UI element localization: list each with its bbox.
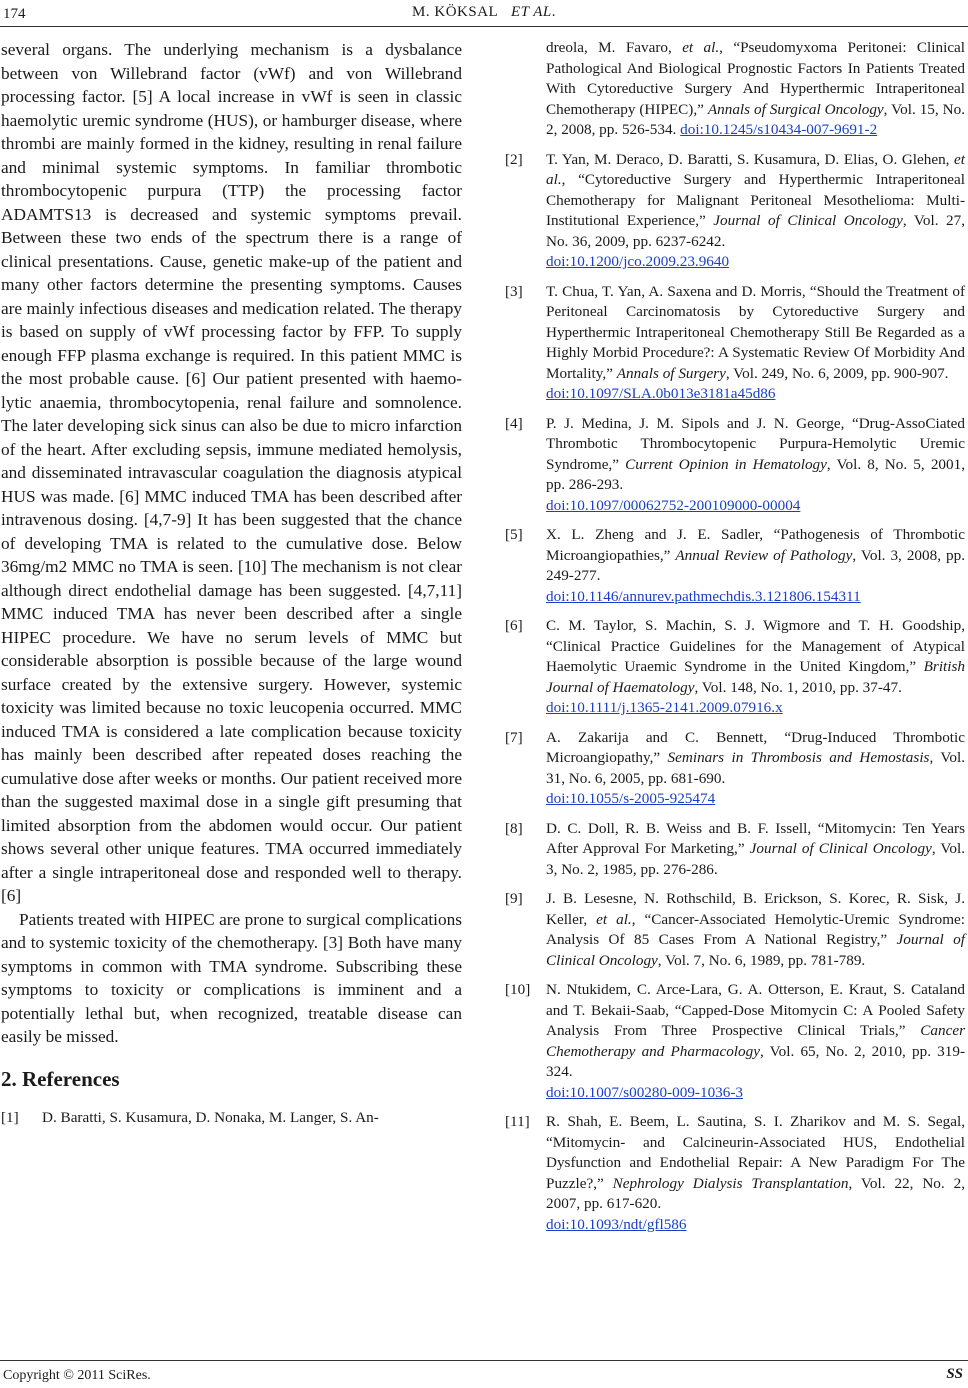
reference-details: , Vol. 65, No. 2, 2010, pp. 319-324. — [546, 1042, 966, 1080]
reference-authors: P. J. Medina, J. M. Sipols and J. N. George, “Drug-AssoCiated Thrombotic Thrombocytopenic Purpura-Hemolytic Uremic Syndrome,” — [546, 414, 965, 473]
journal-name: British Journal of Haematology — [546, 658, 965, 696]
reference-text — [546, 616, 965, 719]
reference-authors: J. B. Lesesne, N. Rothschild, B. Erickson, S. Korec, R. Sisk, J. Keller, — [546, 890, 965, 928]
reference-item — [505, 1112, 965, 1235]
reference-authors: T. Yan, M. Deraco, D. Baratti, S. Kusamura, D. Elias, O. Glehen, — [546, 150, 955, 168]
reference-text — [546, 889, 965, 971]
header-rule — [0, 26, 968, 27]
journal-name: Journal of Clinical Oncology — [713, 212, 903, 229]
journal-name: Journal of Clinical Oncology — [546, 931, 965, 969]
reference-text — [546, 819, 965, 881]
reference-details: , Vol. 27, No. 36, 2009, pp. 6237-6242. — [546, 212, 965, 250]
doi-link[interactable]: doi:10.1055/s-2005-925474 — [546, 790, 716, 807]
journal-name: Current Opinion in Hematology — [625, 455, 827, 473]
reference-details: , Vol. 8, No. 5, 2001, pp. 286-293. — [546, 455, 965, 493]
journal-name: Journal of Clinical Oncology — [749, 840, 932, 857]
reference-authors: X. L. Zheng and J. E. Sadler, “Pathogenesis of Thrombotic Microangiopathies,” — [546, 526, 965, 564]
section-title: 2. References — [1, 1066, 120, 1091]
reference-number: [7] — [505, 728, 523, 746]
reference-number: [1] — [1, 1108, 19, 1126]
left-column — [1, 38, 462, 1137]
reference-text — [546, 414, 965, 517]
doi-link[interactable]: doi:10.1093/ndt/gfl586 — [546, 1215, 687, 1233]
reference-item — [505, 980, 965, 1103]
footer-rule — [0, 1360, 968, 1361]
doi-link[interactable]: doi:10.1146/annurev.pathmechdis.3.121806.154311 — [546, 587, 861, 605]
copyright-notice: Copyright © 2011 SciRes. — [3, 1368, 151, 1383]
reference-details: , Vol. 3, 2008, pp. 249-277. — [546, 546, 965, 584]
reference-item — [505, 150, 965, 273]
journal-name: Annals of Surgical Oncology — [707, 100, 884, 118]
reference-text — [546, 525, 965, 607]
reference-title: , “Cytoreductive Surgery and Hyperthermic Intraperitoneal Chemotherapy for Malignant Peritoneal Mesothelioma: Multi-Institutional Experience,” — [546, 171, 965, 229]
reference-details: , Vol. 7, No. 6, 1989, pp. 781-789. — [657, 951, 866, 969]
reference-details: , Vol. 22, No. 2, 2007, pp. 617-620. — [546, 1174, 965, 1212]
journal-name: Cancer Chemotherapy and Pharmacology — [546, 1022, 965, 1060]
reference-text — [546, 1112, 965, 1235]
reference-text: D. Baratti, S. Kusamura, D. Nonaka, M. Langer, S. An- — [42, 1108, 379, 1126]
reference-details: , Vol. 249, No. 6, 2009, pp. 900-907. — [725, 364, 949, 382]
journal-name: Seminars in Thrombosis and Hemostasis — [667, 749, 930, 766]
reference-number: [5] — [505, 526, 523, 543]
reference-number: [4] — [505, 414, 523, 432]
running-head-authors: M. KÖKSAL — [412, 4, 499, 20]
reference-item — [505, 414, 965, 517]
reference-authors: A. Zakarija and C. Bennett, “Drug-Induced Thrombotic Microangiopathy,” — [546, 728, 965, 766]
reference-details: , Vol. 148, No. 1, 2010, pp. 37-47. — [694, 678, 902, 696]
doi-link[interactable]: doi:10.1245/s10434-007-9691-2 — [680, 121, 878, 138]
reference-item — [505, 525, 965, 607]
reference-text — [546, 980, 965, 1103]
reference-etal: et al. — [546, 150, 965, 188]
reference-text — [546, 150, 965, 273]
reference-text — [546, 282, 965, 405]
reference-number: [11] — [505, 1113, 530, 1130]
journal-name: Annual Review of Pathology — [675, 546, 853, 564]
body-paragraph-2: Patients treated with HIPEC are prone to surgical complications and to systemic toxicity of the chemotherapy. [3] Both have many symptoms in common with TMA syndrome. Subscribing these symptoms to toxicity or complications is imminent and a potentially lethal but, when recognized, treatable disease can easily be missed. — [1, 909, 462, 1046]
reference-item — [1, 1108, 462, 1129]
doi-link[interactable]: doi:10.1007/s00280-009-1036-3 — [546, 1083, 744, 1101]
page-footer — [0, 1360, 968, 1388]
journal-name: Nephrology Dialysis Transplantation — [612, 1174, 849, 1192]
right-column — [505, 38, 965, 1244]
reference-item — [505, 282, 965, 405]
reference-etal: et al. — [596, 910, 632, 928]
doi-link[interactable]: doi:10.1111/j.1365-2141.2009.07916.x — [546, 699, 783, 716]
reference-item — [505, 616, 965, 719]
reference-number: [9] — [505, 890, 523, 907]
reference-authors: R. Shah, E. Beem, L. Sautina, S. I. Zharikov and M. S. Segal, “Mitomycin- and Calcineurin-Associated HUS, Endothelial Dysfunction and Endothelial Repair: A New Paradigm For The Puzzle?,” — [546, 1113, 965, 1192]
reference-number: [10] — [505, 981, 531, 998]
running-head-etal: ET AL — [510, 4, 552, 20]
doi-link[interactable]: doi:10.1097/SLA.0b013e3181a45d86 — [546, 385, 776, 402]
reference-text — [546, 728, 965, 810]
journal-name: Annals of Surgery — [616, 364, 726, 382]
doi-link[interactable]: doi:10.1200/jco.2009.23.9640 — [546, 253, 730, 270]
reference-item — [505, 728, 965, 810]
reference-item-continued: dreola, M. Favaro, et al., “Pseudomyxoma Peritonei: Clinical Pathological And Biological Prognostic Factors In Patients Treated With Cytoreductive Surgery And Hyperthermic Intraperitoneal Chemotherapy (HIPEC),” Annals of Surgical Oncology, Vol. 15, No. 2, 2008, pp. 526-534. doi:10.1245/s10434-007-9691-2 — [546, 39, 966, 138]
reference-item — [505, 819, 965, 881]
reference-number: [8] — [505, 819, 523, 837]
reference-number: [3] — [505, 282, 523, 300]
reference-authors: D. C. Doll, R. B. Weiss and B. F. Issell, “Mitomycin: Ten Years After Approval For Marketing,” — [546, 819, 965, 857]
reference-authors: C. M. Taylor, S. Machin, S. J. Wigmore and T. H. Goodship, “Clinical Practice Guidelines for the Management of Atypical Haemolytic Uraemic Syndrome in the United Kingdom,” — [546, 617, 965, 675]
page-number: 174 — [3, 6, 26, 22]
reference-details: , Vol. 3, No. 2, 1985, pp. 276-286. — [546, 840, 965, 878]
journal-abbrev: SS — [946, 1366, 963, 1382]
running-head — [0, 4, 968, 21]
doi-link[interactable]: doi:10.1097/00062752-200109000-00004 — [546, 496, 801, 514]
reference-details: , Vol. 31, No. 6, 2005, pp. 681-690. — [546, 749, 965, 787]
reference-number: [2] — [505, 150, 523, 168]
body-paragraph-1: several organs. The underlying mechanism is a dysbalance between von Willebrand factor (vWf) and von Willebrand processing factor. [5] A local increase in vWf is seen in classic haemolytic uremic syndrome (HUS), or hamburger disease, where thrombi are mainly formed in the kidney, resulting in renal failure and minimal systemic symptoms. In familiar thrombotic thrombocytopenic purpura (TTP) the processing factor ADAMTS13 is decreased and systemic symptoms prevail. Between these two ends of the spectrum there is a range of clinical presentations. Cause, genetic make-up of the patient and many other factors determine the presenting symptoms. Causes are mainly infectious diseases and medication related. The therapy is based on supply of vWf processing factor by FFP. To supply enough FFP plasma exchange is required. In this patient MMC is the most probable cause. [6] Our patient presented with haemolytic anaemia, thrombocytopenia, renal failure and somnolence. The later developing sick sinus can also be due to micro infarction of the heart. After excluding sepsis, immune mediated hemolysis, and disseminated intravascular coagulation the diagnosis atypical HUS was made. [6] MMC induced TMA has been described after intravenous dosing. [4,7-9] It has been suggested that the chance of developing TMA is related to the cumulative dose. Below 36mg/m2 MMC no TMA is seen. [10] The mechanism is not clear although direct endothelial damage has been suggested. [4,7,11] MMC induced TMA has never been described after a single HIPEC procedure. We have no serum levels of MMC but considerable absorption is possible because of the large wound surface created by the extensive surgery. However, systemic toxicity was limited because no toxic leucopenia occurred. MMC induced TMA is considered a late complication because toxicity has mainly been described after repeated doses reaching the cumulative dose after weeks or months. Our patient received more than the suggested maximal dose in a single gift presuming that limited absorption from the abdomen would occur. Our patient shows several other unique features. TMA occurred immediately after a single intraperitoneal dose and responded well to therapy. [6] — [1, 40, 462, 905]
reference-number: [6] — [505, 617, 523, 634]
reference-authors: N. Ntukidem, C. Arce-Lara, G. A. Otterson, E. Kraut, S. Cataland and T. Bekaii-Saab, “Capped-Dose Mitomycin C: A Pooled Safety Analysis From Three Prospective Clinical Trials,” — [546, 981, 965, 1039]
reference-list — [505, 150, 965, 1236]
reference-authors: T. Chua, T. Yan, A. Saxena and D. Morris, “Should the Treatment of Peritoneal Carcinomatosis by Cytoreductive Surgery and Hyperthermic Intraperitoneal Chemotherapy Still Be Regarded as a Highly Morbid Procedure?: A Systematic Review Of Morbidity And Mortality,” — [546, 282, 965, 382]
reference-item — [505, 889, 965, 971]
reference-title: , “Cancer-Associated Hemolytic-Uremic Syndrome: Analysis Of 85 Cases From A National Registry,” — [546, 910, 966, 948]
page-header — [0, 0, 968, 30]
running-head-period: . — [551, 4, 556, 20]
